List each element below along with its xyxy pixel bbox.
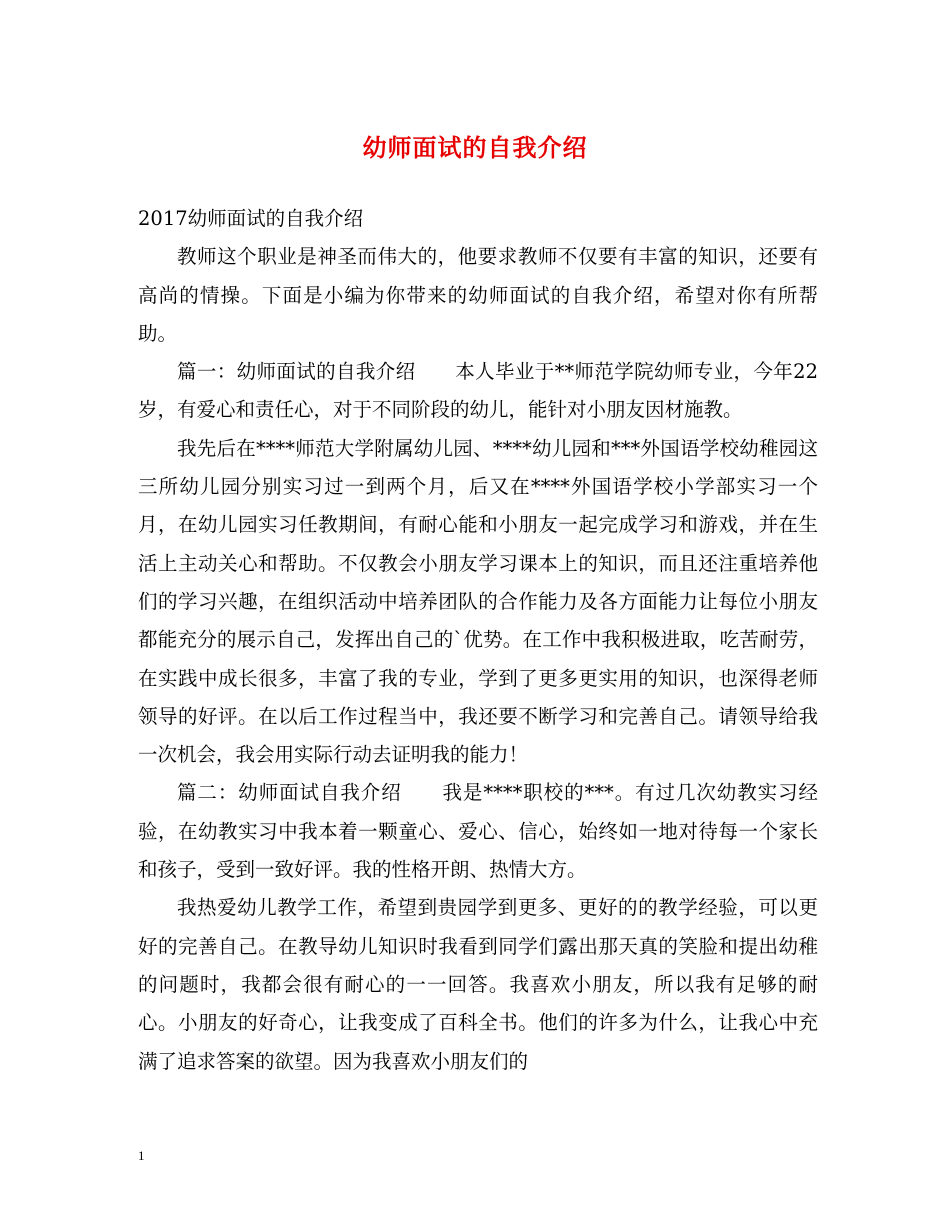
page-number: 1 xyxy=(138,1148,145,1163)
paragraph-teaching: 我热爱幼儿教学工作，希望到贵园学到更多、更好的的教学经验，可以更好的完善自己。在教导幼儿知识时我看到同学们露出那天真的笑脸和提出幼稚的问题时，我都会很有耐心的一一回答。我喜欢小朋友，所以我有足够的耐心。小朋友的好奇心，让我变成了百科全书。他们的许多为什么，让我心中充满了追求答案的欲望。因为我喜欢小朋友们的 xyxy=(138,896,818,1073)
document-title: 幼师面试的自我介绍 xyxy=(362,133,588,162)
document-body xyxy=(138,200,818,1081)
paragraph-intro: 教师这个职业是神圣而伟大的，他要求教师不仅要有丰富的知识，还要有高尚的情操。下面是小编为你带来的幼师面试的自我介绍，希望对你有所帮助。 xyxy=(138,245,818,345)
document-subtitle: 2017幼师面试的自我介绍 xyxy=(138,207,364,230)
paragraph-part-one: 篇一：幼师面试的自我介绍 本人毕业于**师范学院幼师专业，今年22岁，有爱心和责任心，对于不同阶段的幼儿，能针对小朋友因材施教。 xyxy=(138,360,818,422)
paragraph-part-two: 篇二：幼师面试自我介绍 我是****职校的***。有过几次幼教实习经验，在幼教实习中我本着一颗童心、爱心、信心，始终如一地对待每一个家长和孩子，受到一致好评。我的性格开朗、热情大方。 xyxy=(138,781,818,882)
paragraph-internship: 我先后在****师范大学附属幼儿园、****幼儿园和***外国语学校幼稚园这三所幼儿园分别实习过一到两个月，后又在****外国语学校小学部实习一个月，在幼儿园实习任教期间，有耐心能和小朋友一起完成学习和游戏，并在生活上主动关心和帮助。不仅教会小朋友学习课本上的知识，而且还注重培养他们的学习兴趣，在组织活动中培养团队的合作能力及各方面能力让每位小朋友都能充分的展示自己，发挥出自己的`优势。在工作中我积极进取，吃苦耐劳，在实践中成长很多，丰富了我的专业，学到了更多更实用的知识，也深得老师领导的好评。在以后工作过程当中，我还要不断学习和完善自己。请领导给我一次机会，我会用实际行动去证明我的能力！ xyxy=(138,436,818,767)
